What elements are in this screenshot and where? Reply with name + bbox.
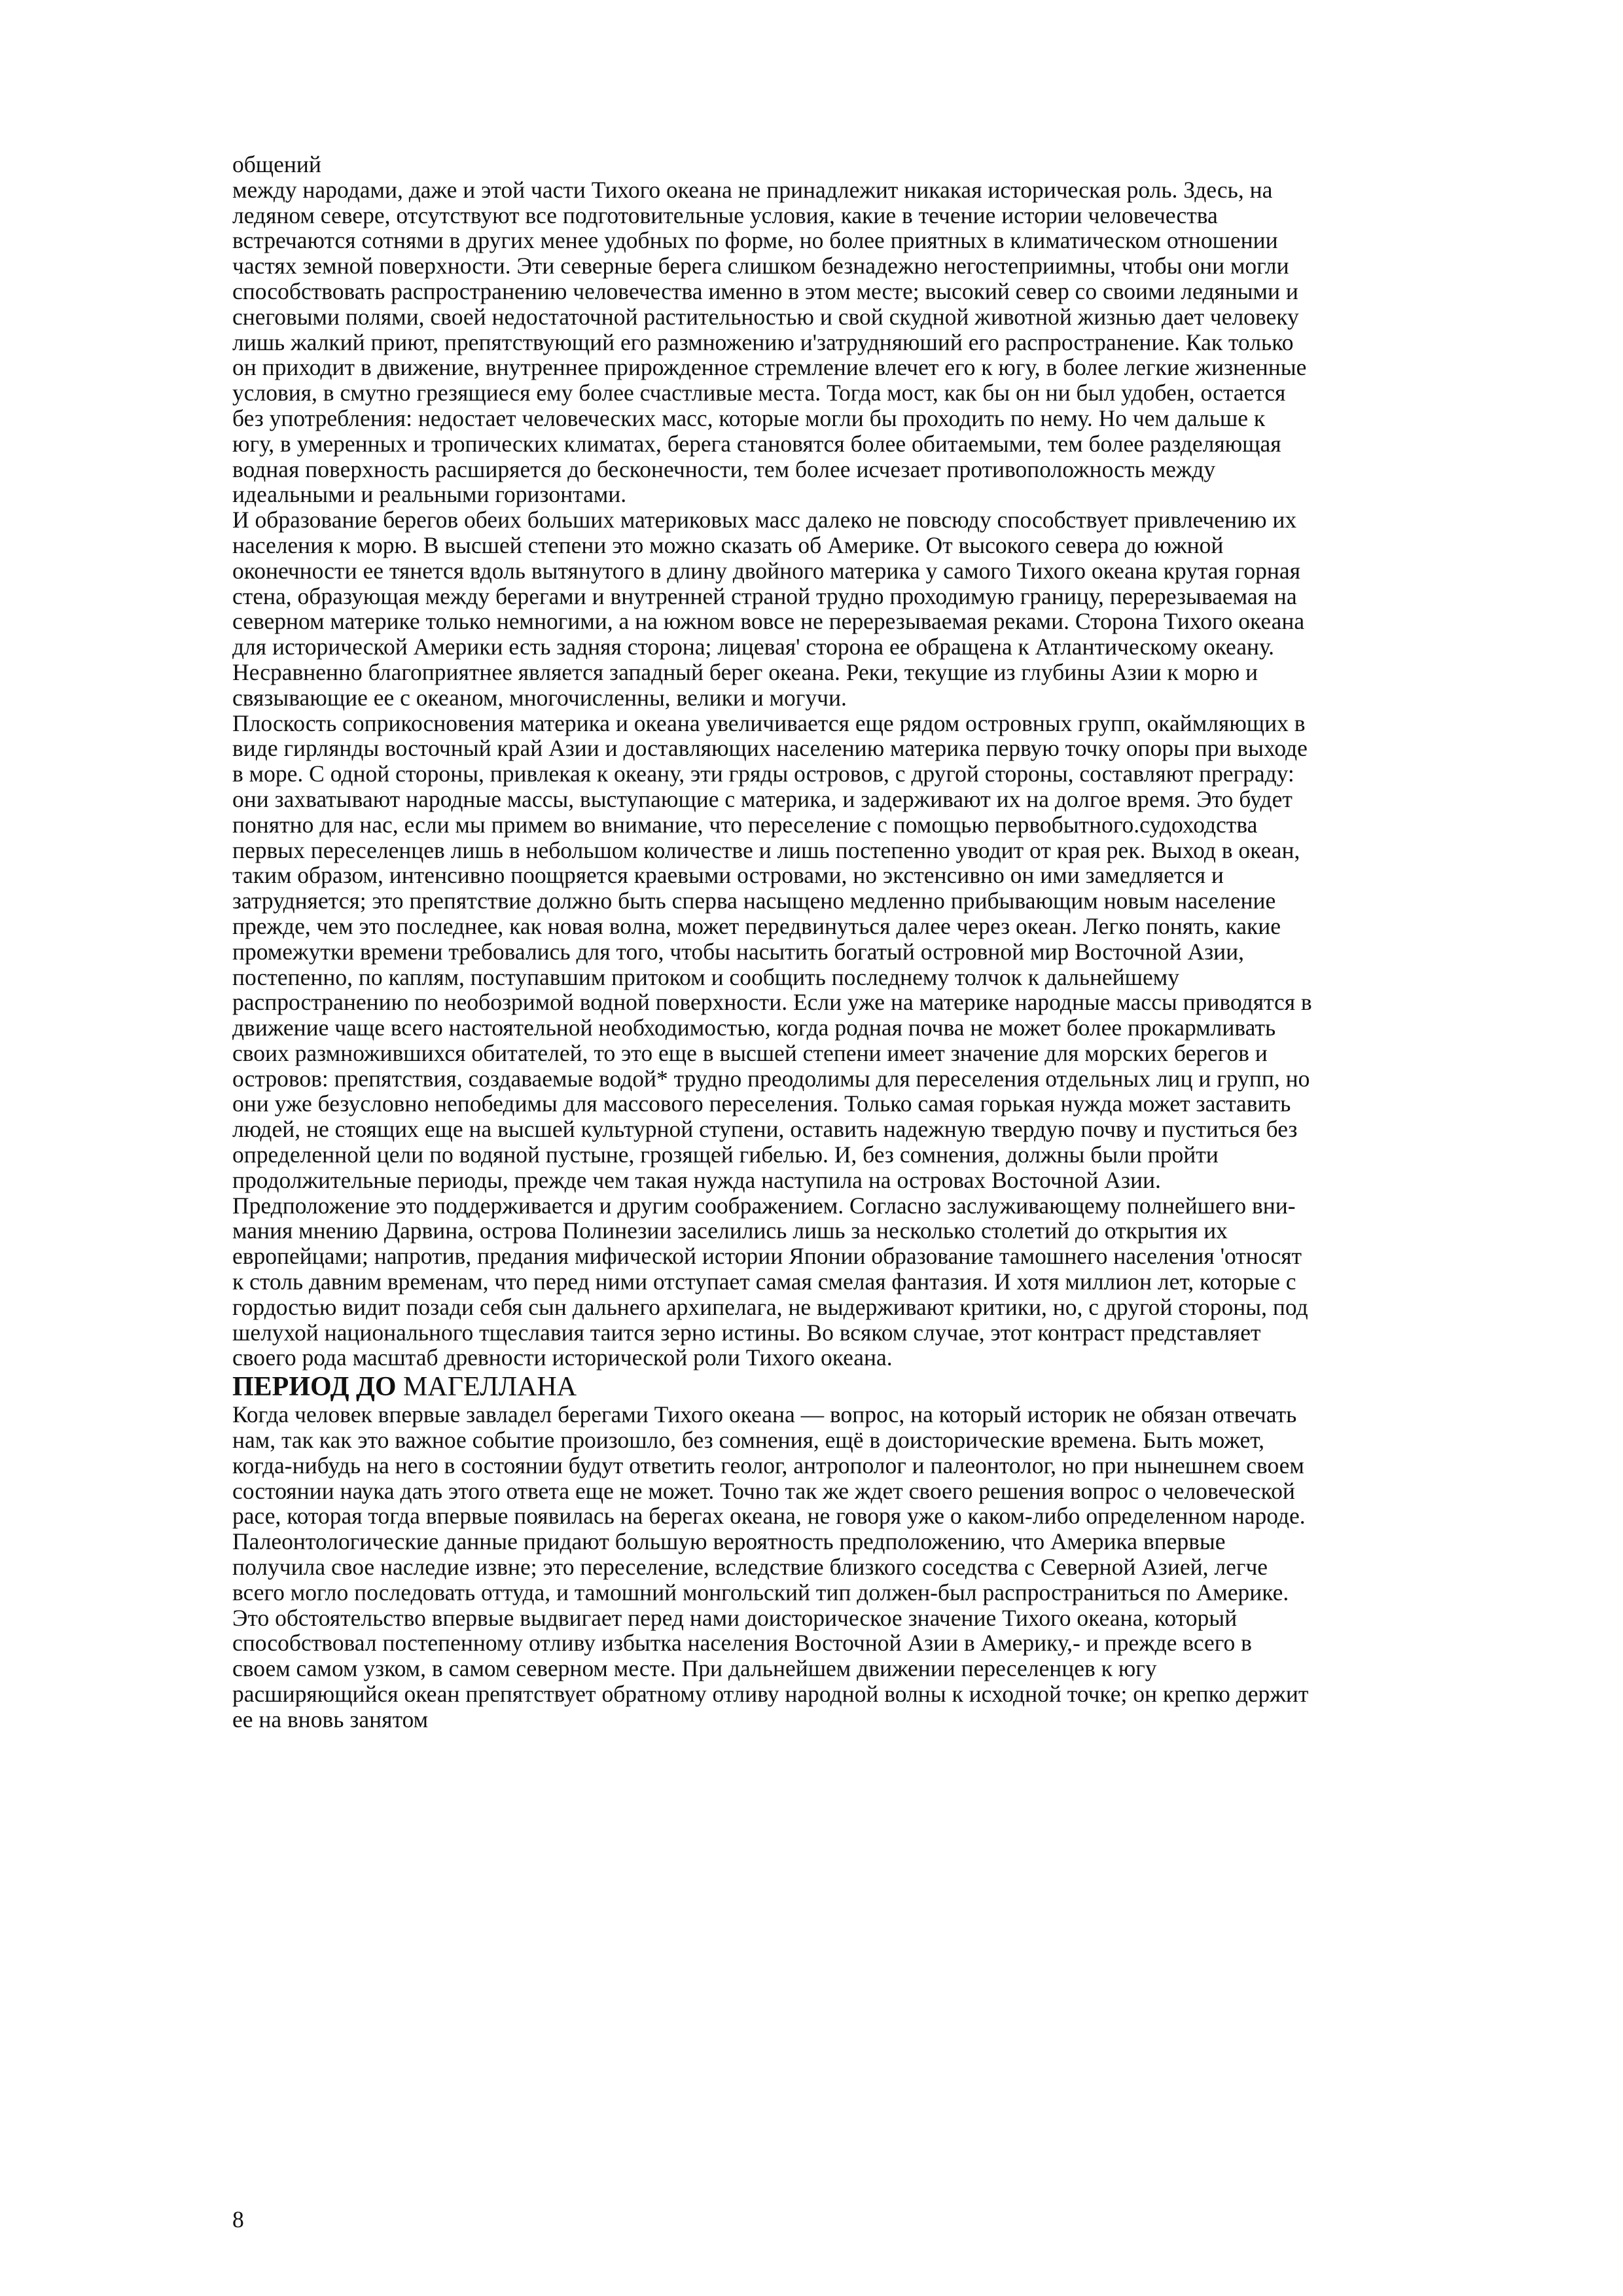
paragraph xyxy=(232,711,1505,1193)
text-line: расе, которая тогда впервые появилась на берегах океана, не говоря уже о каком-либо определенном народе. xyxy=(232,1503,1306,1530)
text-line: таким образом, интенсивно поощряется краевыми островами, но экстенсивно он ими замедляется и xyxy=(232,862,1224,889)
text-line: между народами, даже и этой части Тихого океана не принадлежит никакая историческая роль. Здесь, на xyxy=(232,176,1273,203)
text-line: он приходит в движение, внутреннее прирожденное стремление влечет его к югу, в более легкие жизненные xyxy=(232,354,1307,381)
text-line: способствовал постепенному отливу избытка населения Восточной Азии в Америку,- и прежде всего в xyxy=(232,1630,1252,1657)
text-line: распространению по необозримой водной поверхности. Если уже на материке народные массы приводятся в xyxy=(232,989,1312,1016)
text-line: снеговыми полями, своей недостаточной растительностью и свой скудной животной жизнью дает человеку xyxy=(232,303,1299,330)
text-line: движение чаще всего настоятельной необходимостью, когда родная почва не может более прокармливать xyxy=(232,1014,1276,1041)
paragraph xyxy=(232,1529,1505,1732)
text-line: Плоскость соприкосновения материка и океана увеличивается еще рядом островных групп, окаймляющих в xyxy=(232,709,1306,736)
text-line: условия, в смутно грезящиеся ему более счастливые места. Тогда мост, как бы он ни был удобен, остается xyxy=(232,380,1286,406)
text-line: Когда человек впервые завладел берегами Тихого океана — вопрос, на который историк не обязан отвечать xyxy=(232,1401,1297,1428)
text-line: без употребления: недостает человеческих масс, которые могли бы проходить по нему. Но чем дальше к xyxy=(232,404,1266,431)
text-line: состоянии наука дать этого ответа еще не может. Точно так же ждет своего решения вопрос о человеческой xyxy=(232,1477,1295,1504)
text-line: для исторической Америки есть задняя сторона; лицевая' сторона ее обращена к Атлантическому океану. xyxy=(232,634,1275,660)
document-body xyxy=(232,152,1505,1732)
paragraph xyxy=(232,1402,1505,1529)
text-line: северном материке только немногими, а на южном вовсе не перерезываемая реками. Сторона Тихого океана xyxy=(232,608,1305,635)
text-line: шелухой национального тщеславия таится зерно истины. Во всяком случае, этот контраст представляет xyxy=(232,1319,1261,1346)
section-heading-rest: МАГЕЛЛАНА xyxy=(396,1372,577,1403)
page-number: 8 xyxy=(232,2206,244,2233)
text-line: связывающие ее с океаном, многочисленны, велики и могучи. xyxy=(232,684,847,711)
paragraph xyxy=(232,1193,1505,1371)
text-line: они уже безусловно непобедимы для массового переселения. Только самая горькая нужда может заставить xyxy=(232,1090,1291,1117)
section-heading-bold: ПЕРИОД ДО xyxy=(232,1372,397,1403)
text-line: островов: препятствия, создаваемые водой* трудно преодолимы для переселения отдельных лиц и групп, но xyxy=(232,1065,1310,1092)
text-line: общений xyxy=(232,151,321,177)
text-line: идеальными и реальными горизонтами. xyxy=(232,481,627,508)
text-line: Несравненно благоприятнее является западный берег океана. Реки, текущие из глубины Азии к морю и xyxy=(232,658,1258,685)
text-line: понятно для нас, если мы примем во внимание, что переселение с помощью первобытного.судоходства xyxy=(232,811,1258,838)
text-line: когда-нибудь на него в состоянии будут ответить геолог, антрополог и палеонтолог, но при нынешнем своем xyxy=(232,1452,1304,1479)
text-line: своего рода масштаб древности исторической роли Тихого океана. xyxy=(232,1344,893,1371)
text-line: расширяющийся океан препятствует обратному отливу народной волны к исходной точке; он крепко держит xyxy=(232,1681,1309,1708)
text-line: людей, не стоящих еще на высшей культурной ступени, оставить надежную твердую почву и пуститься без xyxy=(232,1116,1298,1143)
text-line: оконечности ее тянется вдоль вытянутого в длину двойного материка у самого Тихого океана крутая горная xyxy=(232,557,1301,584)
text-line: ледяном севере, отсутствуют все подготовительные условия, какие в течение истории человечества xyxy=(232,202,1218,228)
text-line: получила свое наследие извне; это переселение, вследствие близкого соседства с Северной Азией, легче xyxy=(232,1554,1268,1581)
text-line: Палеонтологические данные придают большую вероятность предположению, что Америка впервые xyxy=(232,1528,1226,1555)
text-line: виде гирлянды восточный край Азии и доставляющих населению материка первую точку опоры при выходе xyxy=(232,735,1308,762)
text-line: гордостью видит позади себя сын дальнего архипелага, не выдерживают критики, но, с другой стороны, под xyxy=(232,1293,1308,1320)
text-line: они захватывают народные массы, выступающие с материка, и задерживают их на долгое время. Это будет xyxy=(232,785,1293,812)
text-line: всего могло последовать оттуда, и тамошний монгольский тип должен-был распространиться по Америке. xyxy=(232,1579,1289,1605)
text-line: затрудняется; это препятствие должно быть сперва насыщено медленно прибывающим новым население xyxy=(232,888,1276,914)
text-line: прежде, чем это последнее, как новая волна, может передвинуться далее через океан. Легко понять, какие xyxy=(232,912,1281,939)
text-line: определенной цели по водяной пустыне, грозящей гибелью. И, без сомнения, должны были пройти xyxy=(232,1141,1219,1168)
text-line: И образование берегов обеих больших материковых масс далеко не повсюду способствует привлечению их xyxy=(232,507,1297,533)
text-line: нам, так как это важное событие произошло, без сомнения, ещё в доисторические времена. Быть может, xyxy=(232,1427,1264,1454)
text-line: встречаются сотнями в других менее удобных по форме, но более приятных в климатическом отношении xyxy=(232,227,1278,254)
section-heading xyxy=(232,1373,1505,1401)
text-line: европейцами; напротив, предания мифической истории Японии образование тамошнего населения 'относят xyxy=(232,1243,1302,1270)
text-line: населения к морю. В высшей степени это можно сказать об Америке. От высокого севера до южной xyxy=(232,531,1224,558)
text-line: мания мнению Дарвина, острова Полинезии заселились лишь за несколько столетий до открытия их xyxy=(232,1217,1228,1244)
text-line: своих размножившихся обитателей, то это еще в высшей степени имеет значение для морских берегов и xyxy=(232,1039,1268,1066)
paragraph xyxy=(232,152,1505,507)
text-line: продолжительные периоды, прежде чем такая нужда наступила на островах Восточной Азии. xyxy=(232,1166,1161,1193)
text-line: промежутки времени требовались для того, чтобы насытить богатый островной мир Восточной Азии, xyxy=(232,938,1245,965)
text-line: стена, образующая между берегами и внутренней страной трудно проходимую границу, перерезываемая на xyxy=(232,583,1297,609)
text-line: югу, в умеренных и тропических климатах, берега становятся более обитаемыми, тем более разделяющая xyxy=(232,430,1281,457)
text-line: способствовать распространению человечества именно в этом месте; высокий север со своими ледяными и xyxy=(232,278,1298,304)
text-line: Предположение это поддерживается и другим соображением. Согласно заслуживающему полнейшего вни- xyxy=(232,1192,1296,1219)
text-line: ее на вновь занятом xyxy=(232,1706,429,1732)
text-line: лишь жалкий приют, препятствующий его размножению и'затрудняюший его распространение. Как только xyxy=(232,329,1294,355)
text-line: своем самом узком, в самом северном месте. При дальнейшем движении переселенцев к югу xyxy=(232,1655,1157,1682)
text-line: в море. С одной стороны, привлекая к океану, эти гряды островов, с другой стороны, составляют преграду: xyxy=(232,761,1294,787)
paragraph xyxy=(232,507,1505,710)
text-line: постепенно, по каплям, поступавшим притоком и сообщить последнему толчок к дальнейшему xyxy=(232,963,1179,990)
text-line: частях земной поверхности. Эти северные берега слишком безнадежно негостеприимны, чтобы они могли xyxy=(232,253,1289,279)
text-line: водная поверхность расширяется до бесконечности, тем более исчезает противоположность между xyxy=(232,456,1216,482)
text-line: к столь давним временам, что перед ними отступает самая смелая фантазия. И хотя миллион лет, которые с xyxy=(232,1268,1296,1295)
text-line: Это обстоятельство впервые выдвигает перед нами доисторическое значение Тихого океана, который xyxy=(232,1604,1238,1631)
text-line: первых переселенцев лишь в небольшом количестве и лишь постепенно уводит от края рек. Выход в океан, xyxy=(232,836,1300,863)
